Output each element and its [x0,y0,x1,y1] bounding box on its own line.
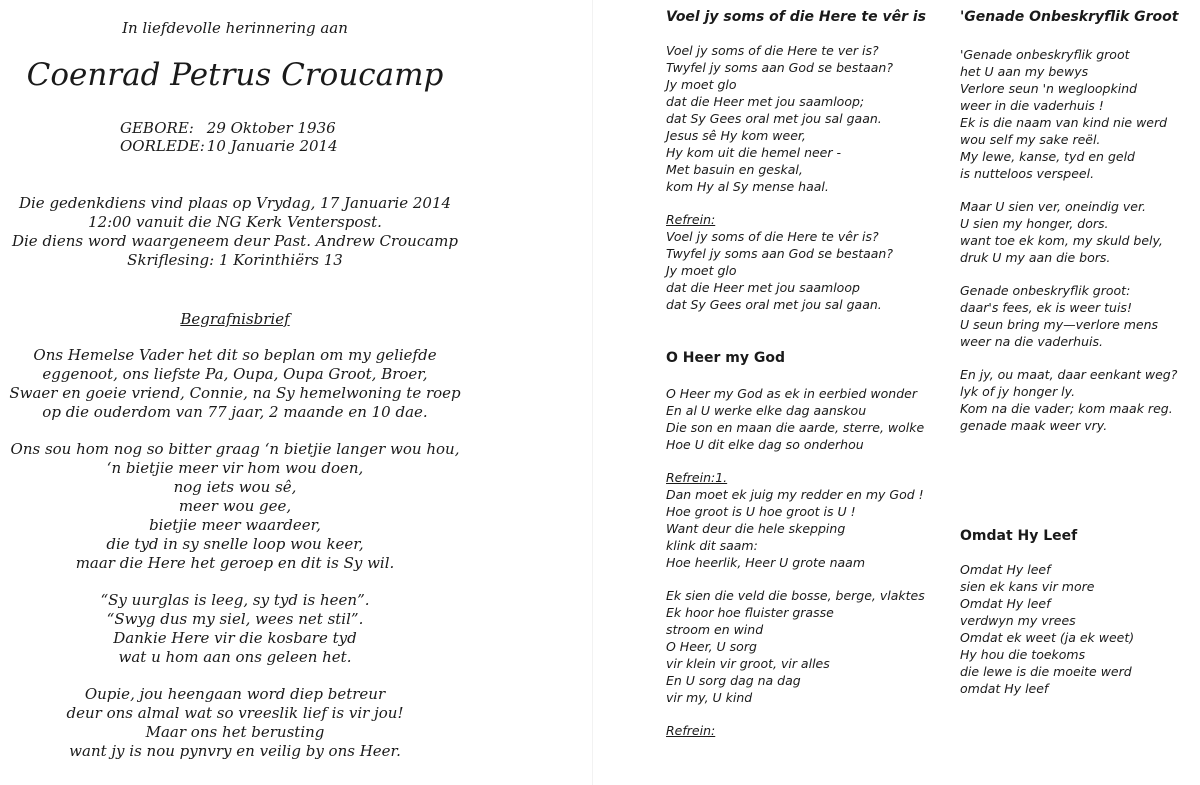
verse-line: vir my, U kind [666,690,753,705]
letter-line: meer wou gee, [178,497,292,515]
hymn-voel-jy-soms [666,8,951,329]
verse-line: daar's fees, ek is weer tuis! [960,300,1132,315]
service-details [0,194,470,270]
verse-line: verdwyn my vrees [960,613,1076,628]
verse-line: vir klein vir groot, vir alles [666,656,830,671]
verse-line: O Heer, U sorg [666,639,757,654]
memorial-page [0,0,470,785]
service-line: 12:00 vanuit die NG Kerk Venterspost. [88,213,382,231]
letter-line: Oupie, jou heengaan word diep betreur [84,685,386,703]
hymn-verse [960,282,1200,350]
letter-line: wat u hom aan ons geleen het. [118,648,352,666]
verse-line: druk U my aan die bors. [960,250,1111,265]
hymn-verse [666,587,951,706]
verse-line: het U aan my bewys [960,64,1089,79]
intro-text: In liefdevolle herinnering aan [122,19,348,37]
service-line: Die gedenkdiens vind plaas op Vrydag, 17 Januarie 2014 [18,194,452,212]
hymn-verse [960,46,1200,182]
verse-line: Maar U sien ver, oneindig ver. [960,199,1146,214]
verse-line: Die son en maan die aarde, sterre, wolke [666,420,925,435]
verse-line: Jy moet glo [666,77,737,92]
refrain-line: Voel jy soms of die Here te vêr is? [666,229,879,244]
verse-line: dat die Heer met jou saamloop; [666,94,865,109]
died-label: OORLEDE: [120,137,205,155]
hymn-genade-onbeskryflik-groot [960,8,1200,450]
hymn-verse [960,366,1200,434]
verse-line: En al U werke elke dag aanskou [666,403,867,418]
verse-line: Genade onbeskryflik groot: [960,283,1131,298]
verse-line: omdat Hy leef [960,681,1049,696]
letter-line: maar die Here het geroep en dit is Sy wil. [75,554,395,572]
verse-line: dat Sy Gees oral met jou sal gaan. [666,111,882,126]
died-date: 10 Januarie 2014 [206,137,338,155]
verse-line: En jy, ou maat, daar eenkant weg? [960,367,1178,382]
letter-line: want jy is nou pynvry en veilig by ons Heer. [69,742,401,760]
letter-line: eggenoot, ons liefste Pa, Oupa, Oupa Groot, Broer, [42,365,428,383]
verse-line: weer in die vaderhuis ! [960,98,1104,113]
letter-paragraph [0,591,470,667]
verse-line: Jesus sê Hy kom weer, [666,128,806,143]
died-row [120,137,370,155]
letter-line: deur ons almal wat so vreeslik lief is vir jou! [66,704,404,722]
verse-line: wou self my sake reël. [960,132,1101,147]
refrain-line: Want deur die hele skepping [666,521,846,536]
letter-line: “Sy uurglas is leeg, sy tyd is heen”. [100,591,370,609]
verse-line: U sien my honger, dors. [960,216,1109,231]
verse-line: sien ek kans vir more [960,579,1095,594]
verse-line: Omdat Hy leef [960,596,1051,611]
verse-line: Ek sien die veld die bosse, berge, vlaktes [666,588,925,603]
verse-line: Verlore seun 'n wegloopkind [960,81,1138,96]
hymn-verse [960,198,1200,266]
deceased-name: Coenrad Petrus Croucamp [26,57,444,93]
hymn-title: Voel jy soms of die Here te vêr is [666,9,926,25]
verse-line: Twyfel jy soms aan God se bestaan? [666,60,893,75]
verse-line: genade maak weer vry. [960,418,1108,433]
letter-line: nog iets wou sê, [173,478,297,496]
refrain-line: Twyfel jy soms aan God se bestaan? [666,246,893,261]
verse-line: Voel jy soms of die Here te ver is? [666,43,879,58]
refrain-line: Dan moet ek juig my redder en my God ! [666,487,924,502]
letter-heading: Begrafnisbrief [180,310,290,328]
hymn-refrain-end [666,722,951,739]
verse-line: die lewe is die moeite werd [960,664,1132,679]
letter-line: Swaer en goeie vriend, Connie, na Sy hemelwoning te roep [9,384,461,402]
letter-line: “Swyg dus my siel, wees net stil”. [106,610,364,628]
verse-line: Ek hoor hoe fluister grasse [666,605,834,620]
funeral-letter [0,346,470,779]
verse-line: Kom na die vader; kom maak reg. [960,401,1173,416]
refrain-label: Refrein:1. [666,470,728,485]
verse-line: En U sorg dag na dag [666,673,801,688]
refrain-line: dat die Heer met jou saamloop [666,280,860,295]
life-dates [120,119,370,155]
letter-line: Dankie Here vir die kosbare tyd [113,629,357,647]
verse-line: is nutteloos verspeel. [960,166,1095,181]
verse-line: want toe ek kom, my skuld bely, [960,233,1163,248]
letter-line: Maar ons het berusting [145,723,325,741]
hymn-verse [960,561,1200,697]
letter-line: die tyd in sy snelle loop wou keer, [106,535,364,553]
born-label: GEBORE: [120,119,194,137]
letter-line: Ons Hemelse Vader het dit so beplan om my geliefde [33,346,437,364]
verse-line: My lewe, kanse, tyd en geld [960,149,1135,164]
hymn-verse [666,385,951,453]
born-row [120,119,370,137]
hymn-title: Omdat Hy Leef [960,528,1078,544]
verse-line: weer na die vaderhuis. [960,334,1103,349]
verse-line: stroom en wind [666,622,764,637]
refrain-line: Hoe groot is U hoe groot is U ! [666,504,856,519]
verse-line: Hy kom uit die hemel neer - [666,145,841,160]
refrain-line: klink dit saam: [666,538,758,553]
refrain-label: Refrein: [666,212,716,227]
service-line: Die diens word waargeneem deur Past. Andrew Croucamp [11,232,459,250]
page-fold-divider [592,0,593,785]
letter-paragraph [0,440,470,573]
verse-line: U seun bring my—verlore mens [960,317,1159,332]
hymn-omdat-hy-leef [960,527,1200,713]
refrain-line: Hoe heerlik, Heer U grote naam [666,555,866,570]
verse-line: 'Genade onbeskryflik groot [960,47,1130,62]
hymn-refrain [666,469,951,571]
hymn-o-heer-my-god [666,349,951,755]
verse-line: O Heer my God as ek in eerbied wonder [666,386,917,401]
letter-paragraph [0,346,470,422]
hymn-refrain [666,211,951,313]
verse-line: Hy hou die toekoms [960,647,1086,662]
hymn-title: 'Genade Onbeskryflik Groot [960,9,1179,25]
verse-line: lyk of jy honger ly. [960,384,1076,399]
born-date: 29 Oktober 1936 [206,119,336,137]
letter-line: Ons sou hom nog so bitter graag ‘n bietjie langer wou hou, [10,440,460,458]
hymn-title: O Heer my God [666,350,785,366]
verse-line: Omdat ek weet (ja ek weet) [960,630,1135,645]
refrain-line: dat Sy Gees oral met jou sal gaan. [666,297,882,312]
verse-line: Omdat Hy leef [960,562,1051,577]
refrain-line: Jy moet glo [666,263,737,278]
hymn-verse [666,42,951,195]
verse-line: Hoe U dit elke dag so onderhou [666,437,864,452]
letter-line: op die ouderdom van 77 jaar, 2 maande en 10 dae. [42,403,428,421]
letter-line: ‘n bietjie meer vir hom wou doen, [106,459,364,477]
letter-paragraph [0,685,470,761]
service-line: Skriflesing: 1 Korinthiërs 13 [127,251,343,269]
letter-line: bietjie meer waardeer, [149,516,321,534]
verse-line: kom Hy al Sy mense haal. [666,179,829,194]
verse-line: Ek is die naam van kind nie werd [960,115,1168,130]
refrain-label: Refrein: [666,723,716,738]
verse-line: Met basuin en geskal, [666,162,803,177]
